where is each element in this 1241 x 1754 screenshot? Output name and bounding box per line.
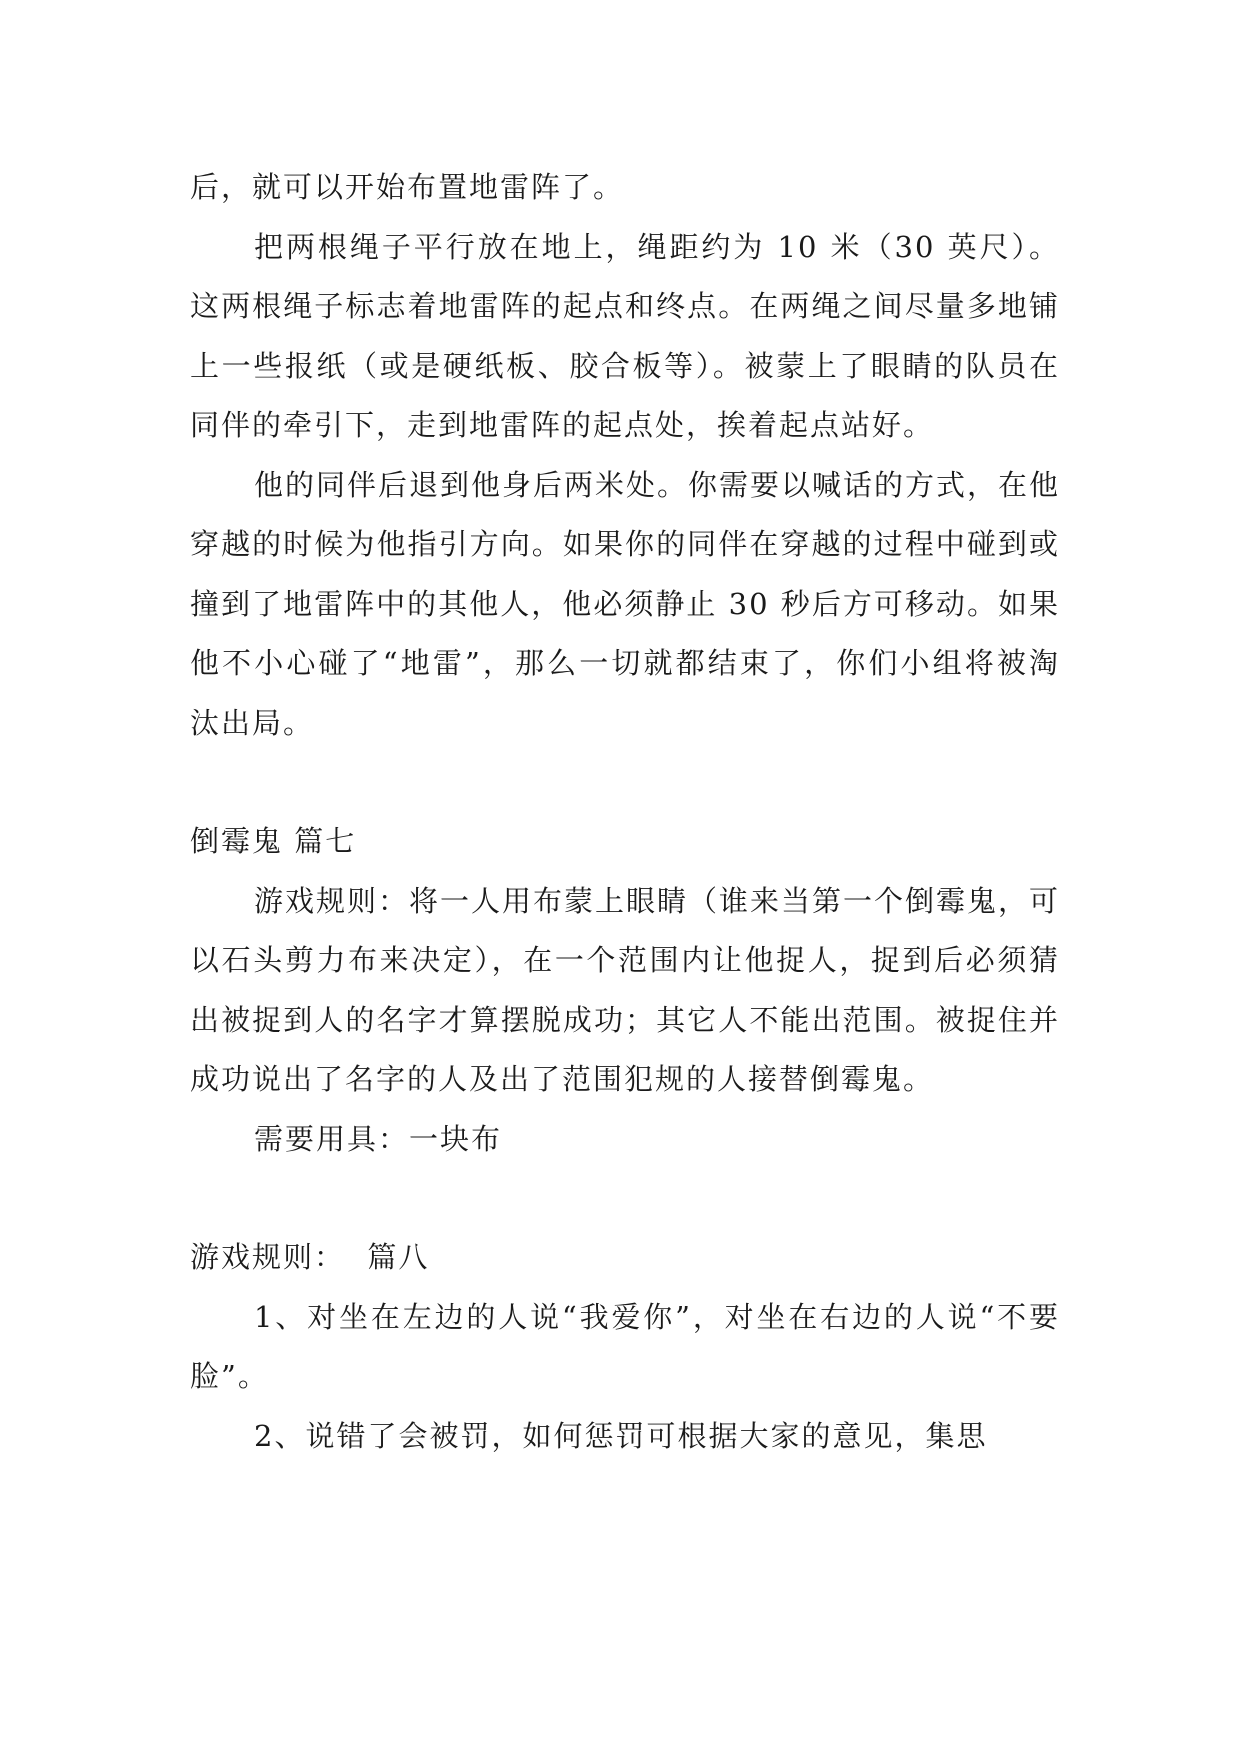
paragraph-continuation: 后，就可以开始布置地雷阵了。 xyxy=(190,170,625,204)
section-spacer xyxy=(190,753,1060,812)
paragraph-partner-guidance: 他的同伴后退到他身后两米处。你需要以喊话的方式，在他穿越的时候为他指引方向。如果你的同伴在穿越的过程中碰到或撞到了地雷阵中的其他人，他必须静止 30 秒后方可移动。如果他不小心碰了“地雷”，那么一切就都结束了，你们小组将被淘汰出局。 xyxy=(190,467,1061,740)
paragraph-game-rules: 游戏规则：将一人用布蒙上眼睛（谁来当第一个倒霉鬼，可以石头剪力布来决定），在一个范围内让他捉人，捉到后必须猜出被捉到人的名字才算摆脱成功；其它人不能出范围。被捉住并成功说出了名字的人及出了范围犯规的人接替倒霉鬼。 xyxy=(190,883,1061,1096)
section-heading-chapter-7: 倒霉鬼 篇七 xyxy=(190,824,357,858)
paragraph-equipment: 需要用具：一块布 xyxy=(254,1121,503,1156)
section-heading-chapter-8: 游戏规则： 篇八 xyxy=(190,1240,430,1274)
document-body xyxy=(190,158,1060,1466)
paragraph-rule-2: 2、说错了会被罚，如何惩罚可根据大家的意见，集思 xyxy=(254,1418,988,1453)
paragraph-rope-setup: 把两根绳子平行放在地上，绳距约为 10 米（30 英尺）。这两根绳子标志着地雷阵的起点和终点。在两绳之间尽量多地铺上一些报纸（或是硬纸板、胶合板等）。被蒙上了眼睛的队员在同伴的牵引下，走到地雷阵的起点处，挨着起点站好。 xyxy=(190,229,1060,442)
section-spacer xyxy=(190,1169,1060,1228)
paragraph-rule-1: 1、对坐在左边的人说“我爱你”，对坐在右边的人说“不要脸”。 xyxy=(190,1299,1060,1393)
